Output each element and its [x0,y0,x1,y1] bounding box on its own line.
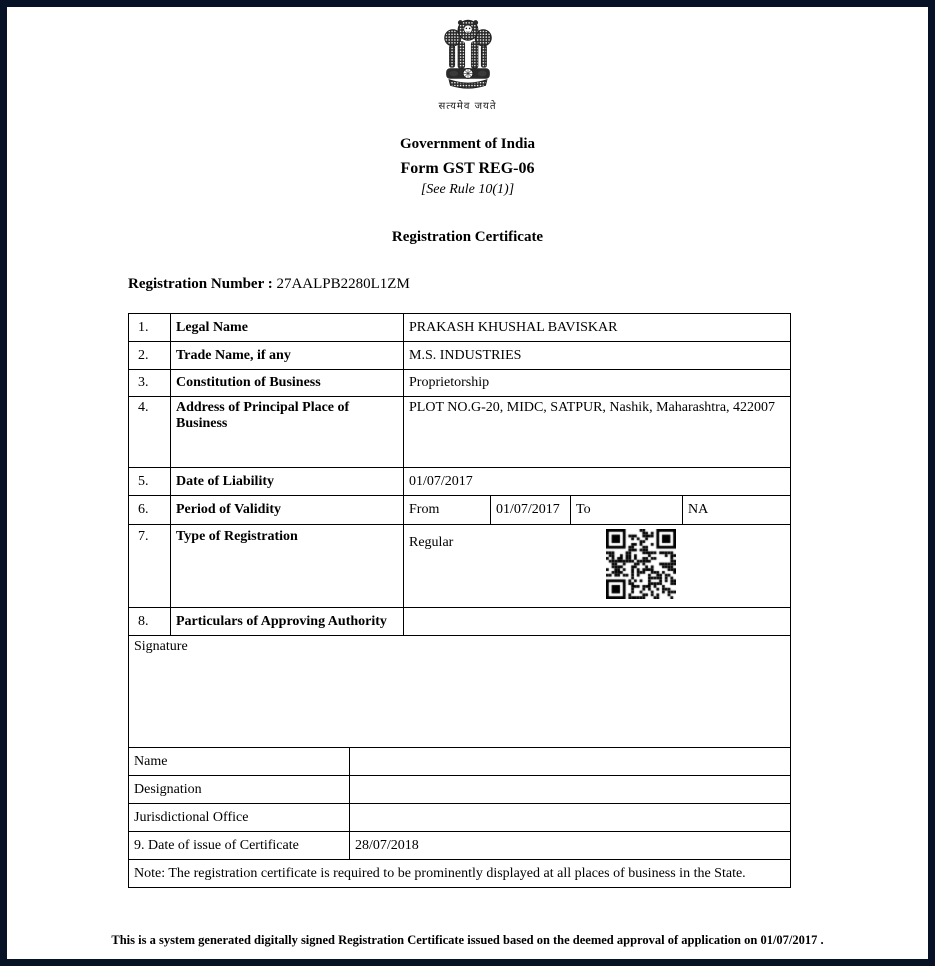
table-row [129,496,791,525]
row-number: 4. [129,397,171,468]
registration-number-value: 27AALPB2280L1ZM [276,276,410,292]
signature-row [129,636,791,748]
row-label: Type of Registration [171,525,404,608]
approver-label: Designation [129,776,350,804]
qr-code [606,529,676,599]
issue-date-label: 9. Date of issue of Certificate [129,832,350,860]
row-label: Particulars of Approving Authority [171,608,404,636]
government-title: Government of India [400,136,535,152]
signature-cell: Signature [129,636,791,748]
note-row [129,860,791,888]
table-row [129,370,791,397]
row-label: Address of Principal Place of Business [171,397,404,468]
liability-date-value: 01/07/2017 [404,468,791,496]
approver-label: Name [129,748,350,776]
constitution-value: Proprietorship [404,370,791,397]
validity-from-label: From [404,496,491,525]
form-title: Form GST REG-06 [400,160,535,177]
legal-name-value: PRAKASH KHUSHAL BAVISKAR [404,314,791,342]
row-number: 3. [129,370,171,397]
approver-label: Jurisdictional Office [129,804,350,832]
certificate-title: Registration Certificate [391,229,544,245]
approver-name-value [350,748,791,776]
approver-row [129,804,791,832]
approver-office-value [350,804,791,832]
table-row [129,397,791,468]
address-value: PLOT NO.G-20, MIDC, SATPUR, Nashik, Maharashtra, 422007 [404,397,791,468]
table-row [129,342,791,370]
approver-row [129,776,791,804]
validity-from-value: 01/07/2017 [491,496,571,525]
india-emblem-icon [439,16,497,92]
row-number: 1. [129,314,171,342]
footer-statement: This is a system generated digitally signed Registration Certificate issued based on the deemed approval of application on 01/07/2017 . [111,933,824,947]
row-number: 8. [129,608,171,636]
table-row [129,525,791,608]
row-label: Date of Liability [171,468,404,496]
validity-to-value: NA [683,496,791,525]
approver-row [129,832,791,860]
row-number: 7. [129,525,171,608]
rule-reference: [See Rule 10(1)] [420,182,515,197]
certificate-table [128,313,791,888]
note-text: Note: The registration certificate is required to be prominently displayed at all places of business in the State. [129,860,791,888]
row-number: 5. [129,468,171,496]
issue-date-value: 28/07/2018 [350,832,791,860]
row-label: Legal Name [171,314,404,342]
row-label: Period of Validity [171,496,404,525]
approving-authority-value [404,608,791,636]
registration-type-value: Regular [409,535,454,550]
trade-name-value: M.S. INDUSTRIES [404,342,791,370]
registration-number-line [128,276,928,293]
row-label: Constitution of Business [171,370,404,397]
table-row [129,468,791,496]
registration-number-label: Registration Number : [128,276,273,292]
table-row [129,608,791,636]
approver-designation-value [350,776,791,804]
validity-to-label: To [571,496,683,525]
emblem-block [7,7,928,112]
row-label: Trade Name, if any [171,342,404,370]
row-number: 6. [129,496,171,525]
registration-type-cell [404,525,791,608]
table-row [129,314,791,342]
emblem-motto: सत्यमेव जयते [438,101,497,112]
approver-row [129,748,791,776]
row-number: 2. [129,342,171,370]
